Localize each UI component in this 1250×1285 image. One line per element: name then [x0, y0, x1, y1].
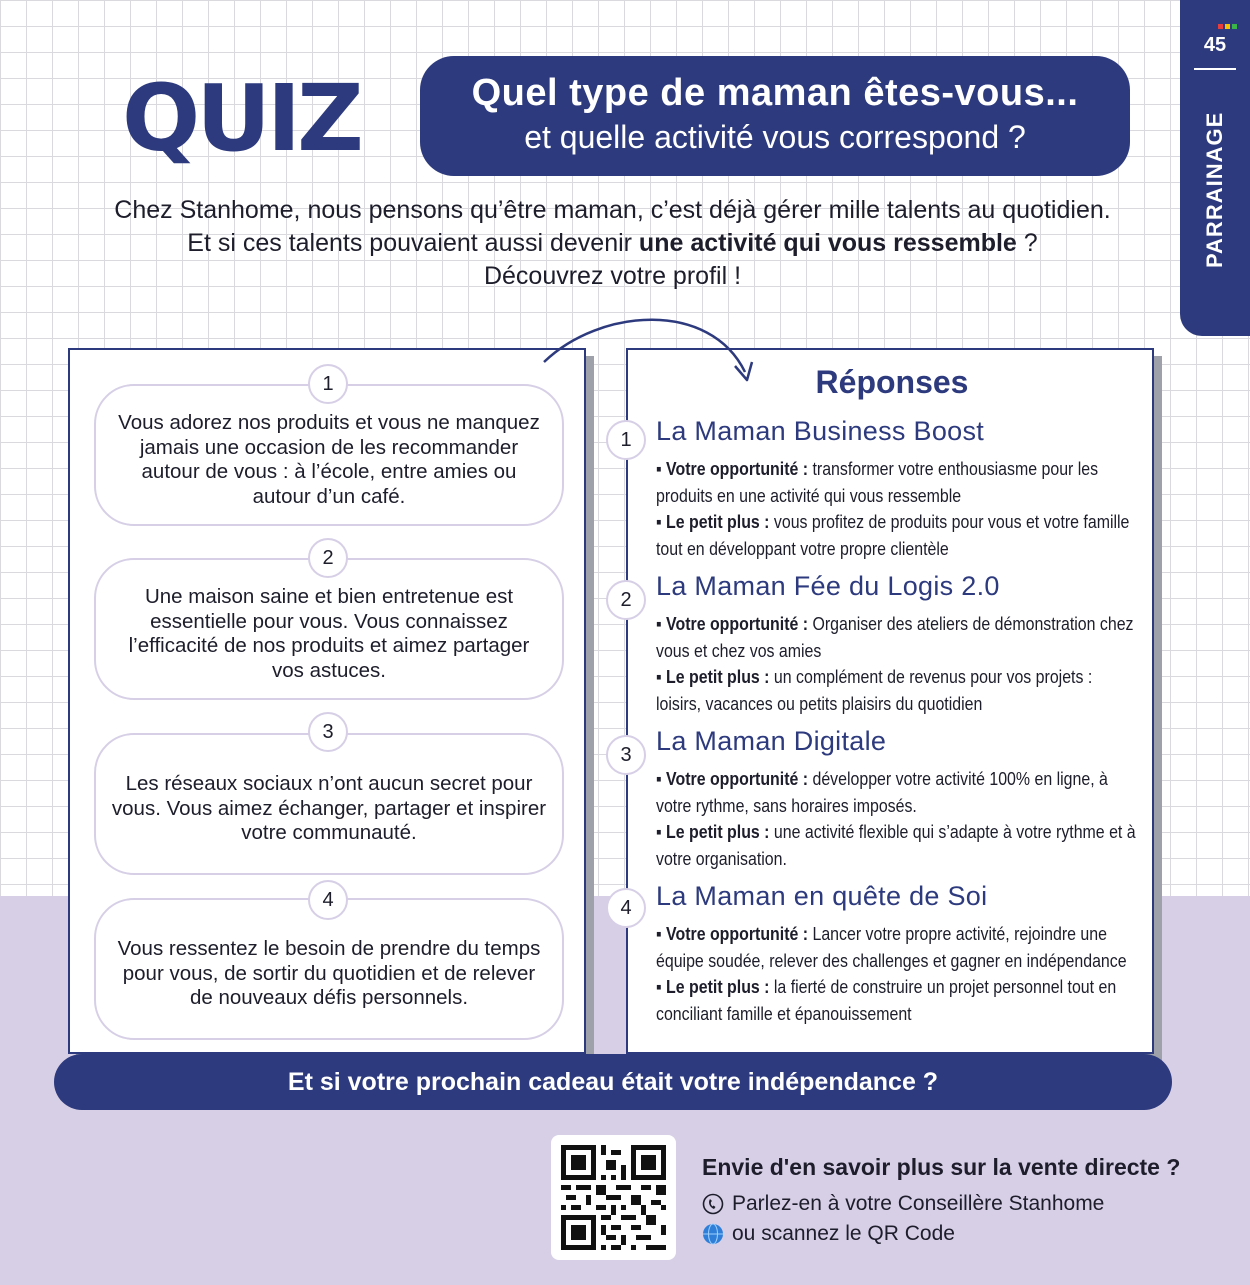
opportunity-text: Lancer votre propre activité, rejoindre une équipe soudée, relever des challenges et gagner en indépendance [656, 923, 1127, 971]
bonus-label: ▪ Le petit plus : [656, 821, 770, 842]
quiz-logo-text: QUIZ [122, 65, 360, 172]
bonus-text: une activité flexible qui s’adapte à votre rythme et à votre organisation. [656, 821, 1136, 869]
info-line-1-text: Parlez-en à votre Conseillère Stanhome [732, 1192, 1105, 1215]
answer-number-2: 2 [606, 580, 646, 620]
qr-code[interactable] [551, 1135, 676, 1260]
color-dots-icon [1218, 24, 1237, 29]
cta-banner: Et si votre prochain cadeau était votre indépendance ? [54, 1054, 1172, 1110]
question-card-3 [94, 733, 564, 875]
bonus-label: ▪ Le petit plus : [656, 511, 770, 532]
intro-text [40, 194, 1185, 293]
phone-icon [702, 1193, 724, 1215]
answer-number-1: 1 [606, 420, 646, 460]
answer-text-3 [656, 766, 1138, 872]
opportunity-text: Organiser des ateliers de démonstration chez vous et chez vos amies [656, 613, 1134, 661]
title-banner [420, 56, 1130, 176]
answer-title-3: La Maman Digitale [656, 726, 887, 756]
intro-line-1: Chez Stanhome, nous pensons qu’être maman, c’est déjà gérer mille talents au quotidien. [114, 196, 1111, 224]
qr-code-icon [561, 1145, 666, 1250]
intro-line-2 [40, 227, 1185, 260]
answer-title-1: La Maman Business Boost [656, 416, 985, 446]
globe-icon [702, 1223, 724, 1245]
info-line-2-text: ou scannez le QR Code [732, 1222, 955, 1245]
answer-number-4: 4 [606, 888, 646, 928]
bonus-text: vous profitez de produits pour vous et votre famille tout en développant votre propre clientèle [656, 511, 1130, 559]
answer-text-1 [656, 456, 1138, 562]
info-title: Envie d'en savoir plus sur la vente directe ? [702, 1154, 1181, 1180]
opportunity-text: transformer votre enthousiasme pour les produits en une activité qui vous ressemble [656, 458, 1099, 506]
subtitle: et quelle activité vous correspond ? [524, 119, 1026, 155]
question-number-2: 2 [308, 538, 348, 578]
opportunity-label: ▪ Votre opportunité : [656, 613, 809, 634]
bonus-text: un complément de revenus pour vos projets : loisirs, vacances ou petits plaisirs du quotidien [656, 666, 1093, 714]
intro-line-2-bold: une activité qui vous ressemble [638, 229, 1017, 257]
bonus-label: ▪ Le petit plus : [656, 666, 770, 687]
question-number-3: 3 [308, 712, 348, 752]
opportunity-label: ▪ Votre opportunité : [656, 768, 809, 789]
questions-panel [68, 348, 586, 1054]
question-text: Vous adorez nos produits et vous ne manquez jamais une occasion de les recommander autour de vous : à l’école, entre amies ou autour d’un café. [118, 411, 540, 508]
info-line-1 [702, 1192, 1104, 1216]
intro-line-2-start: Et si ces talents pouvaient aussi devenir [187, 229, 639, 257]
tab-divider [1194, 68, 1236, 70]
question-card-1 [94, 384, 564, 526]
intro-line-2-end: ? [1016, 229, 1038, 257]
answer-title-4: La Maman en quête de Soi [656, 881, 988, 911]
bonus-text: la fierté de construire un projet personnel tout en conciliant famille et épanouissement [656, 976, 1117, 1024]
answer-number-3: 3 [606, 735, 646, 775]
answer-text-4 [656, 921, 1138, 1027]
page-number: 45 [1203, 34, 1227, 56]
intro-line-3: Découvrez votre profil ! [483, 262, 742, 290]
opportunity-text: développer votre activité 100% en ligne, à votre rythme, sans horaires imposés. [656, 768, 1108, 816]
question-card-2 [94, 558, 564, 700]
answers-title: Réponses [815, 364, 969, 400]
curved-arrow-icon [540, 308, 770, 388]
section-label: PARRAINAGE [1202, 111, 1227, 268]
question-number-4: 4 [308, 880, 348, 920]
answers-panel [620, 348, 1154, 1054]
info-line-2 [702, 1222, 955, 1246]
opportunity-label: ▪ Votre opportunité : [656, 458, 809, 479]
question-text: Les réseaux sociaux n’ont aucun secret pour vous. Vous aimez échanger, partager et inspirer votre communauté. [111, 772, 547, 845]
quiz-logo [122, 64, 362, 174]
question-text: Une maison saine et bien entretenue est essentielle pour vous. Vous connaissez l’efficacité de nos produits et aimez partager vos astuces. [128, 585, 530, 682]
question-number-1: 1 [308, 364, 348, 404]
opportunity-label: ▪ Votre opportunité : [656, 923, 809, 944]
main-title: Quel type de maman êtes-vous... [471, 72, 1079, 114]
bonus-label: ▪ Le petit plus : [656, 976, 770, 997]
answer-title-2: La Maman Fée du Logis 2.0 [656, 571, 1000, 601]
question-text: Vous ressentez le besoin de prendre du temps pour vous, de sortir du quotidien et de relever de nouveaux défis personnels. [117, 937, 541, 1010]
section-tab [1180, 0, 1250, 336]
answer-text-2 [656, 611, 1138, 717]
